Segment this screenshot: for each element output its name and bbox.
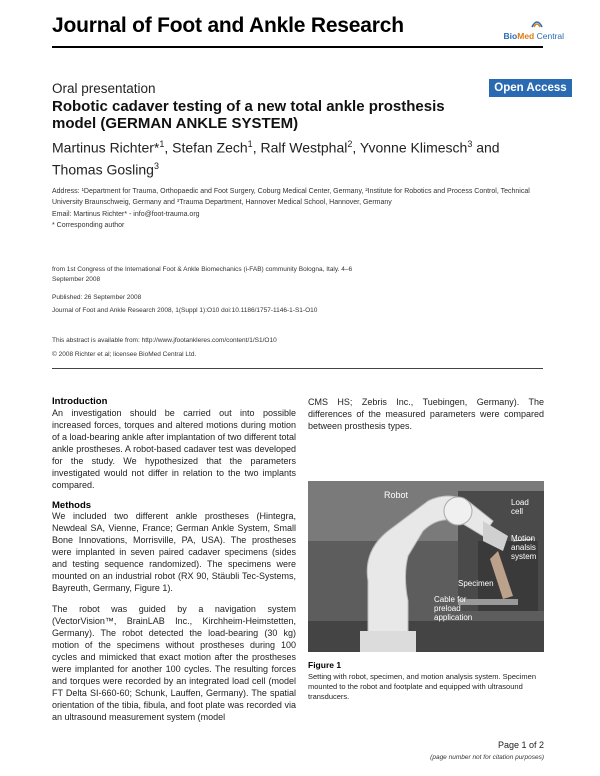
citation: Journal of Foot and Ankle Research 2008, 1(Suppl 1):O10 doi:10.1186/1757-1146-1-S1-O10	[52, 307, 318, 314]
author-affiliation-number: 1	[159, 139, 165, 149]
availability-link[interactable]: This abstract is available from: http://www.jfootankleres.com/content/1/S1/O10	[52, 337, 277, 344]
open-access-badge[interactable]: Open Access	[489, 79, 572, 97]
author-affiliation-number: 3	[467, 139, 473, 149]
page-number-note: (page number not for citation purposes)	[430, 754, 544, 761]
motion-analysis-label: Motion analsis system	[511, 534, 537, 561]
section-divider	[52, 368, 543, 369]
page-number: Page 1 of 2	[497, 740, 544, 750]
introduction-text: An investigation should be carried out into possible increased forces, torques and altered motions during motion of a load-bearing ankle after implantation of two different total ankle prostheses. A robot-based cadaver test was developed for the study. We hypothesized that the parameters investigated would not differ in relation to the two implants compared.	[52, 408, 296, 490]
specimen-label: Specimen	[458, 579, 494, 588]
copyright: © 2008 Richter et al; licensee BioMed Central Ltd.	[52, 351, 197, 358]
introduction-heading: Introduction	[52, 396, 108, 407]
article-title: Robotic cadaver testing of a new total ankle prosthesis model (GERMAN ANKLE SYSTEM)	[52, 98, 445, 132]
methods-text-right-column: CMS HS; Zebris Inc., Tuebingen, Germany). The differences of the measured parameters were compared between prosthesis types.	[308, 397, 544, 431]
publisher-logo: BioMed Central	[503, 31, 564, 41]
corresponding-note: * Corresponding author	[52, 222, 125, 229]
author-separator: ,	[252, 139, 261, 156]
author-affiliation-number: 2	[347, 139, 353, 149]
biomed-central-logo-icon	[530, 17, 544, 29]
article-type: Oral presentation	[52, 81, 156, 96]
author-address: Address: ¹Department for Trauma, Orthopaedic and Foot Surgery, Coburg Medical Center, Germany, ²Institute for Robotics and Process Control, Technical University Braunschweig, Germany and ³Trauma Department, Hannover Medical School, Hannover, Germany	[52, 188, 530, 206]
author-affiliation-number: 3	[153, 160, 159, 171]
figure-1-caption: Setting with robot, specimen, and motion analysis system. Specimen mounted to the robot and footplate and equipped with ultrasound transducers.	[308, 672, 537, 701]
author-name: Stefan Zech	[172, 139, 248, 156]
author-affiliation-number: 1	[247, 139, 253, 149]
methods-heading: Methods	[52, 500, 92, 511]
author-separator: ,	[352, 139, 360, 156]
author-separator: ,	[164, 139, 173, 156]
figure-1-heading: Figure 1	[308, 660, 342, 670]
robot-setup-illustration	[308, 481, 544, 652]
methods-text-continued: The robot was guided by a navigation system (VectorVision™, BrainLAB Inc., Kirchheim-Heimstetten, Germany). The robot detected the load-bearing (30 kg) motion of the specimens without prostheses during 100 cycles and mimicked that exact motion after the prostheses were implanted for another 100 cycles. The resulting forces and torques were recorded by an integrated load cell (model FT Delta SI-660-60; Schunk, Lauffen, Germany). The spatial orientation of the tibia, fibula, and foot plate was recorded via an ultrasound measurement system (model	[52, 604, 296, 722]
published-date: Published: 26 September 2008	[52, 294, 142, 301]
author-email[interactable]: Email: Martinus Richter* - info@foot-trauma.org	[52, 211, 200, 218]
conference-source: from 1st Congress of the International Foot & Ankle Biomechanics (i-FAB) community Bologna, Italy. 4–6 September 2008	[52, 266, 353, 283]
author-name: Yvonne Klimesch	[359, 139, 468, 156]
figure-1-photo	[308, 481, 544, 652]
cable-label: Cable for preload application	[434, 595, 473, 622]
header-rule	[52, 46, 543, 48]
load-cell-label: Load cell	[511, 498, 529, 516]
journal-title: Journal of Foot and Ankle Research	[52, 14, 404, 37]
author-name: Martinus Richter*	[52, 139, 160, 156]
robot-label: Robot	[384, 490, 409, 500]
author-separator: and	[472, 139, 500, 156]
methods-text: We included two different ankle prostheses (Hintegra, Newdeal SA, Vienne, France; German Ankle System, Small Bone Innovations, Morrisville, PA, USA). The prostheses were implanted in seven paired cadaver specimens (sides and testing sequence randomized). The specimens were mounted on an industrial robot (RX 90, Stäubli Tec-Systems, Bayreuth, Germany, Figure 1).	[52, 511, 296, 593]
author-name: Thomas Gosling	[52, 161, 154, 178]
author-list	[52, 135, 542, 178]
author-name: Ralf Westphal	[260, 139, 348, 156]
